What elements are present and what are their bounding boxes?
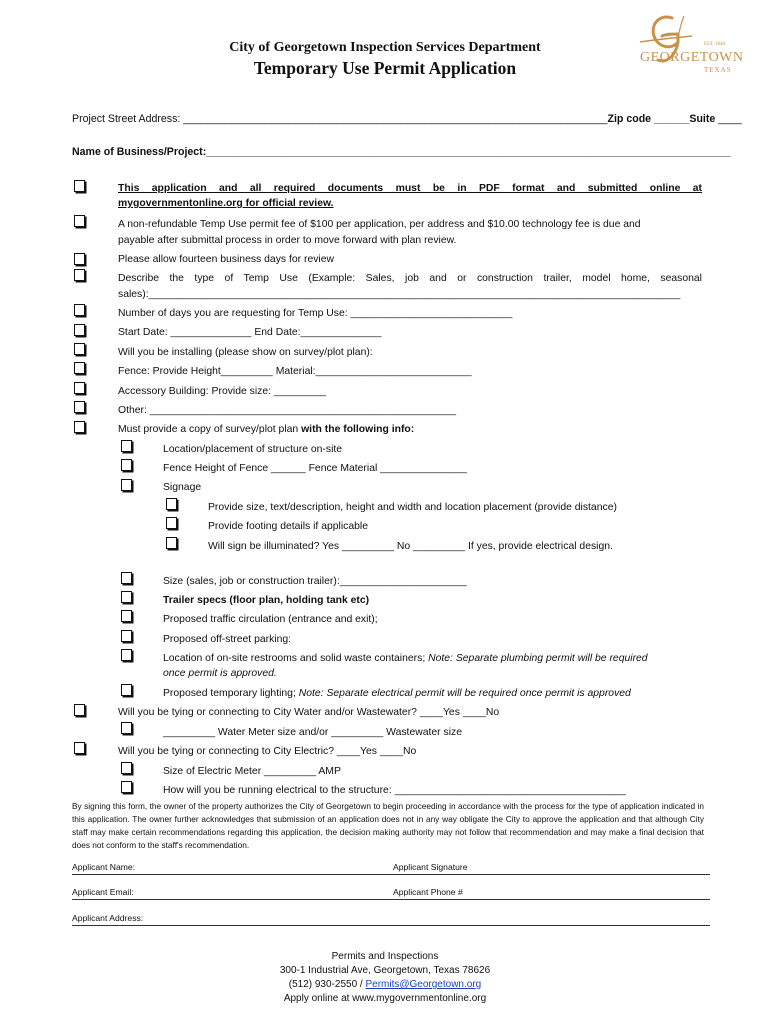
start-end-date[interactable]: Start Date: ______________ End Date:______________ (118, 327, 382, 338)
lighting-main: Proposed temporary lighting; (163, 688, 299, 699)
survey-text: Must provide a copy of survey/plot plan (118, 424, 302, 435)
survey-requirement (118, 422, 414, 438)
sign-size-text: Provide size, text/description, height and width and location placement (provide distance) (208, 502, 617, 513)
checkbox-parking[interactable] (121, 630, 132, 642)
applicant-email-label: Applicant Email: (72, 887, 134, 897)
address-field[interactable]: ________________________________________________________________________ (183, 113, 608, 125)
checkbox-electric-meter[interactable] (121, 762, 132, 774)
restrooms-main: Location of on-site restrooms and solid waste containers; (163, 653, 429, 664)
describe-line2[interactable]: sales):____________________________________________________________________________________________ (118, 289, 681, 300)
lighting-note: Note: Separate electrical permit will be required once permit is approved (298, 688, 631, 699)
zip-field[interactable]: ______ (654, 113, 690, 125)
zip-label: Zip code (607, 113, 652, 125)
footer-department: Permits and Inspections (331, 951, 439, 962)
checkbox-accessory[interactable] (74, 382, 85, 394)
checkbox-restrooms[interactable] (121, 649, 132, 661)
sign-footing-text: Provide footing details if applicable (208, 521, 368, 532)
email-phone-line[interactable] (72, 899, 710, 900)
installing-question: Will you be installing (please show on survey/plot plan): (118, 347, 373, 358)
water-question[interactable]: Will you be tying or connecting to City Water and/or Wastewater? ____Yes ____No (118, 707, 500, 718)
department-heading: City of Georgetown Inspection Services Department (229, 40, 541, 55)
checkbox-num-days[interactable] (74, 304, 85, 316)
business-label: Name of Business/Project: (72, 146, 207, 158)
checkbox-trailer[interactable] (121, 591, 132, 603)
restrooms-note-cont: once permit is approved. (163, 668, 277, 679)
checkbox-water-sizes[interactable] (121, 722, 132, 734)
applicant-address-label: Applicant Address: (72, 913, 144, 923)
survey-text-bold: with the following info: (301, 424, 415, 435)
checkbox-traffic[interactable] (121, 610, 132, 622)
checkbox-signage[interactable] (121, 479, 132, 491)
fence-field[interactable]: Fence: Provide Height_________ Material:___________________________ (118, 366, 472, 377)
logo-est: EST. 1848 (704, 42, 726, 47)
checkbox-describe[interactable] (74, 269, 85, 281)
georgetown-logo (632, 12, 748, 78)
page-title: Temporary Use Permit Application (253, 58, 517, 78)
water-sizes-field[interactable]: _________ Water Meter size and/or _________ Wastewater size (163, 727, 462, 738)
checkbox-pdf[interactable] (74, 180, 85, 192)
name-signature-line[interactable] (72, 874, 710, 875)
accessory-field[interactable]: Accessory Building: Provide size: _________ (118, 386, 326, 397)
checkbox-electric-running[interactable] (121, 781, 132, 793)
authorization-disclaimer: By signing this form, the owner of the property authorizes the City of Georgetown to begin proceeding in accordance with the process for the type of application indicated in this application. The owner further acknowledges that submission of an application does not in any way obligate the City to approve the application and that although City staff may make certain recommendations regarding this application, the decision making authority may not follow that recommendation and may make a final decision that does not conform to the staff's recommendation. (72, 801, 704, 850)
address-row (72, 113, 742, 125)
address-line[interactable] (72, 925, 710, 926)
checkbox-sign-lit[interactable] (166, 537, 177, 549)
footer-apply-online: Apply online at www.mygovernmentonline.org (283, 993, 487, 1004)
checkbox-water[interactable] (74, 704, 85, 716)
traffic-text: Proposed traffic circulation (entrance and exit); (163, 614, 378, 625)
suite-field[interactable]: ____ (718, 113, 742, 125)
checkbox-location[interactable] (121, 440, 132, 452)
applicant-signature-label: Applicant Signature (393, 862, 468, 872)
checkbox-survey[interactable] (74, 421, 85, 433)
trailer-specs: Trailer specs (floor plan, holding tank etc) (163, 595, 370, 606)
checkbox-lighting[interactable] (121, 684, 132, 696)
footer-address: 300-1 Industrial Ave, Georgetown, Texas 78626 (279, 965, 491, 976)
restrooms-text (163, 651, 648, 667)
checkbox-other[interactable] (74, 401, 85, 413)
other-field[interactable]: Other: _____________________________________________________ (118, 405, 457, 416)
parking-text: Proposed off-street parking: (163, 634, 292, 645)
size-field[interactable]: Size (sales, job or construction trailer):______________________ (163, 576, 467, 587)
address-label: Project Street Address: (72, 113, 181, 125)
fence-hm-field[interactable]: Fence Height of Fence ______ Fence Material _______________ (163, 463, 467, 474)
electric-question[interactable]: Will you be tying or connecting to City Electric? ____Yes ____No (118, 746, 417, 757)
checkbox-sign-footing[interactable] (166, 517, 177, 529)
footer-contact (0, 978, 770, 992)
checkbox-days[interactable] (74, 253, 85, 265)
restrooms-note: Note: Separate plumbing permit will be required (428, 653, 648, 664)
electric-running-field[interactable]: How will you be running electrical to the structure: ________________________________________ (163, 785, 626, 796)
signage-text: Signage (163, 482, 202, 493)
checkbox-electric[interactable] (74, 742, 85, 754)
checkbox-start[interactable] (74, 324, 85, 336)
electric-meter-field[interactable]: Size of Electric Meter _________ AMP (163, 766, 341, 777)
suite-label: Suite (689, 113, 716, 125)
checkbox-size[interactable] (121, 572, 132, 584)
checkbox-fence-hm[interactable] (121, 459, 132, 471)
checkbox-installing[interactable] (74, 343, 85, 355)
location-text: Location/placement of structure on-site (163, 444, 343, 455)
footer-phone: (512) 930-2550 / (288, 979, 366, 990)
business-row (72, 146, 731, 158)
applicant-phone-label: Applicant Phone # (393, 887, 463, 897)
business-field[interactable]: _________________________________________________________________________________________ (206, 146, 731, 158)
checkbox-fee[interactable] (74, 215, 85, 227)
logo-state: TEXAS (704, 66, 732, 74)
checkbox-sign-size[interactable] (166, 498, 177, 510)
logo-name: GEORGETOWN (640, 50, 744, 65)
pdf-requirement-line1: This application and all required documents must be in PDF format and submitted online at (118, 183, 702, 194)
describe-line1: Describe the type of Temp Use (Example: Sales, job and or construction trailer, model home, seasonal (118, 273, 702, 284)
applicant-name-label: Applicant Name: (72, 862, 136, 872)
footer-email-link[interactable]: Permits@Georgetown.org (365, 979, 482, 990)
sign-lit-field[interactable]: Will sign be illuminated? Yes _________ No _________ If yes, provide electrical design. (208, 541, 613, 552)
checkbox-fence[interactable] (74, 362, 85, 374)
review-days: Please allow fourteen business days for review (118, 254, 335, 265)
fee-line2: payable after submittal process in order to move forward with plan review. (118, 235, 457, 246)
number-of-days[interactable]: Number of days you are requesting for Temp Use: ____________________________ (118, 308, 513, 319)
fee-line1: A non-refundable Temp Use permit fee of $100 per application, per address and $10.00 technology fee is due and (118, 219, 641, 230)
pdf-requirement-line2: mygovernmentonline.org for official review. (118, 198, 334, 209)
lighting-text (163, 686, 631, 702)
